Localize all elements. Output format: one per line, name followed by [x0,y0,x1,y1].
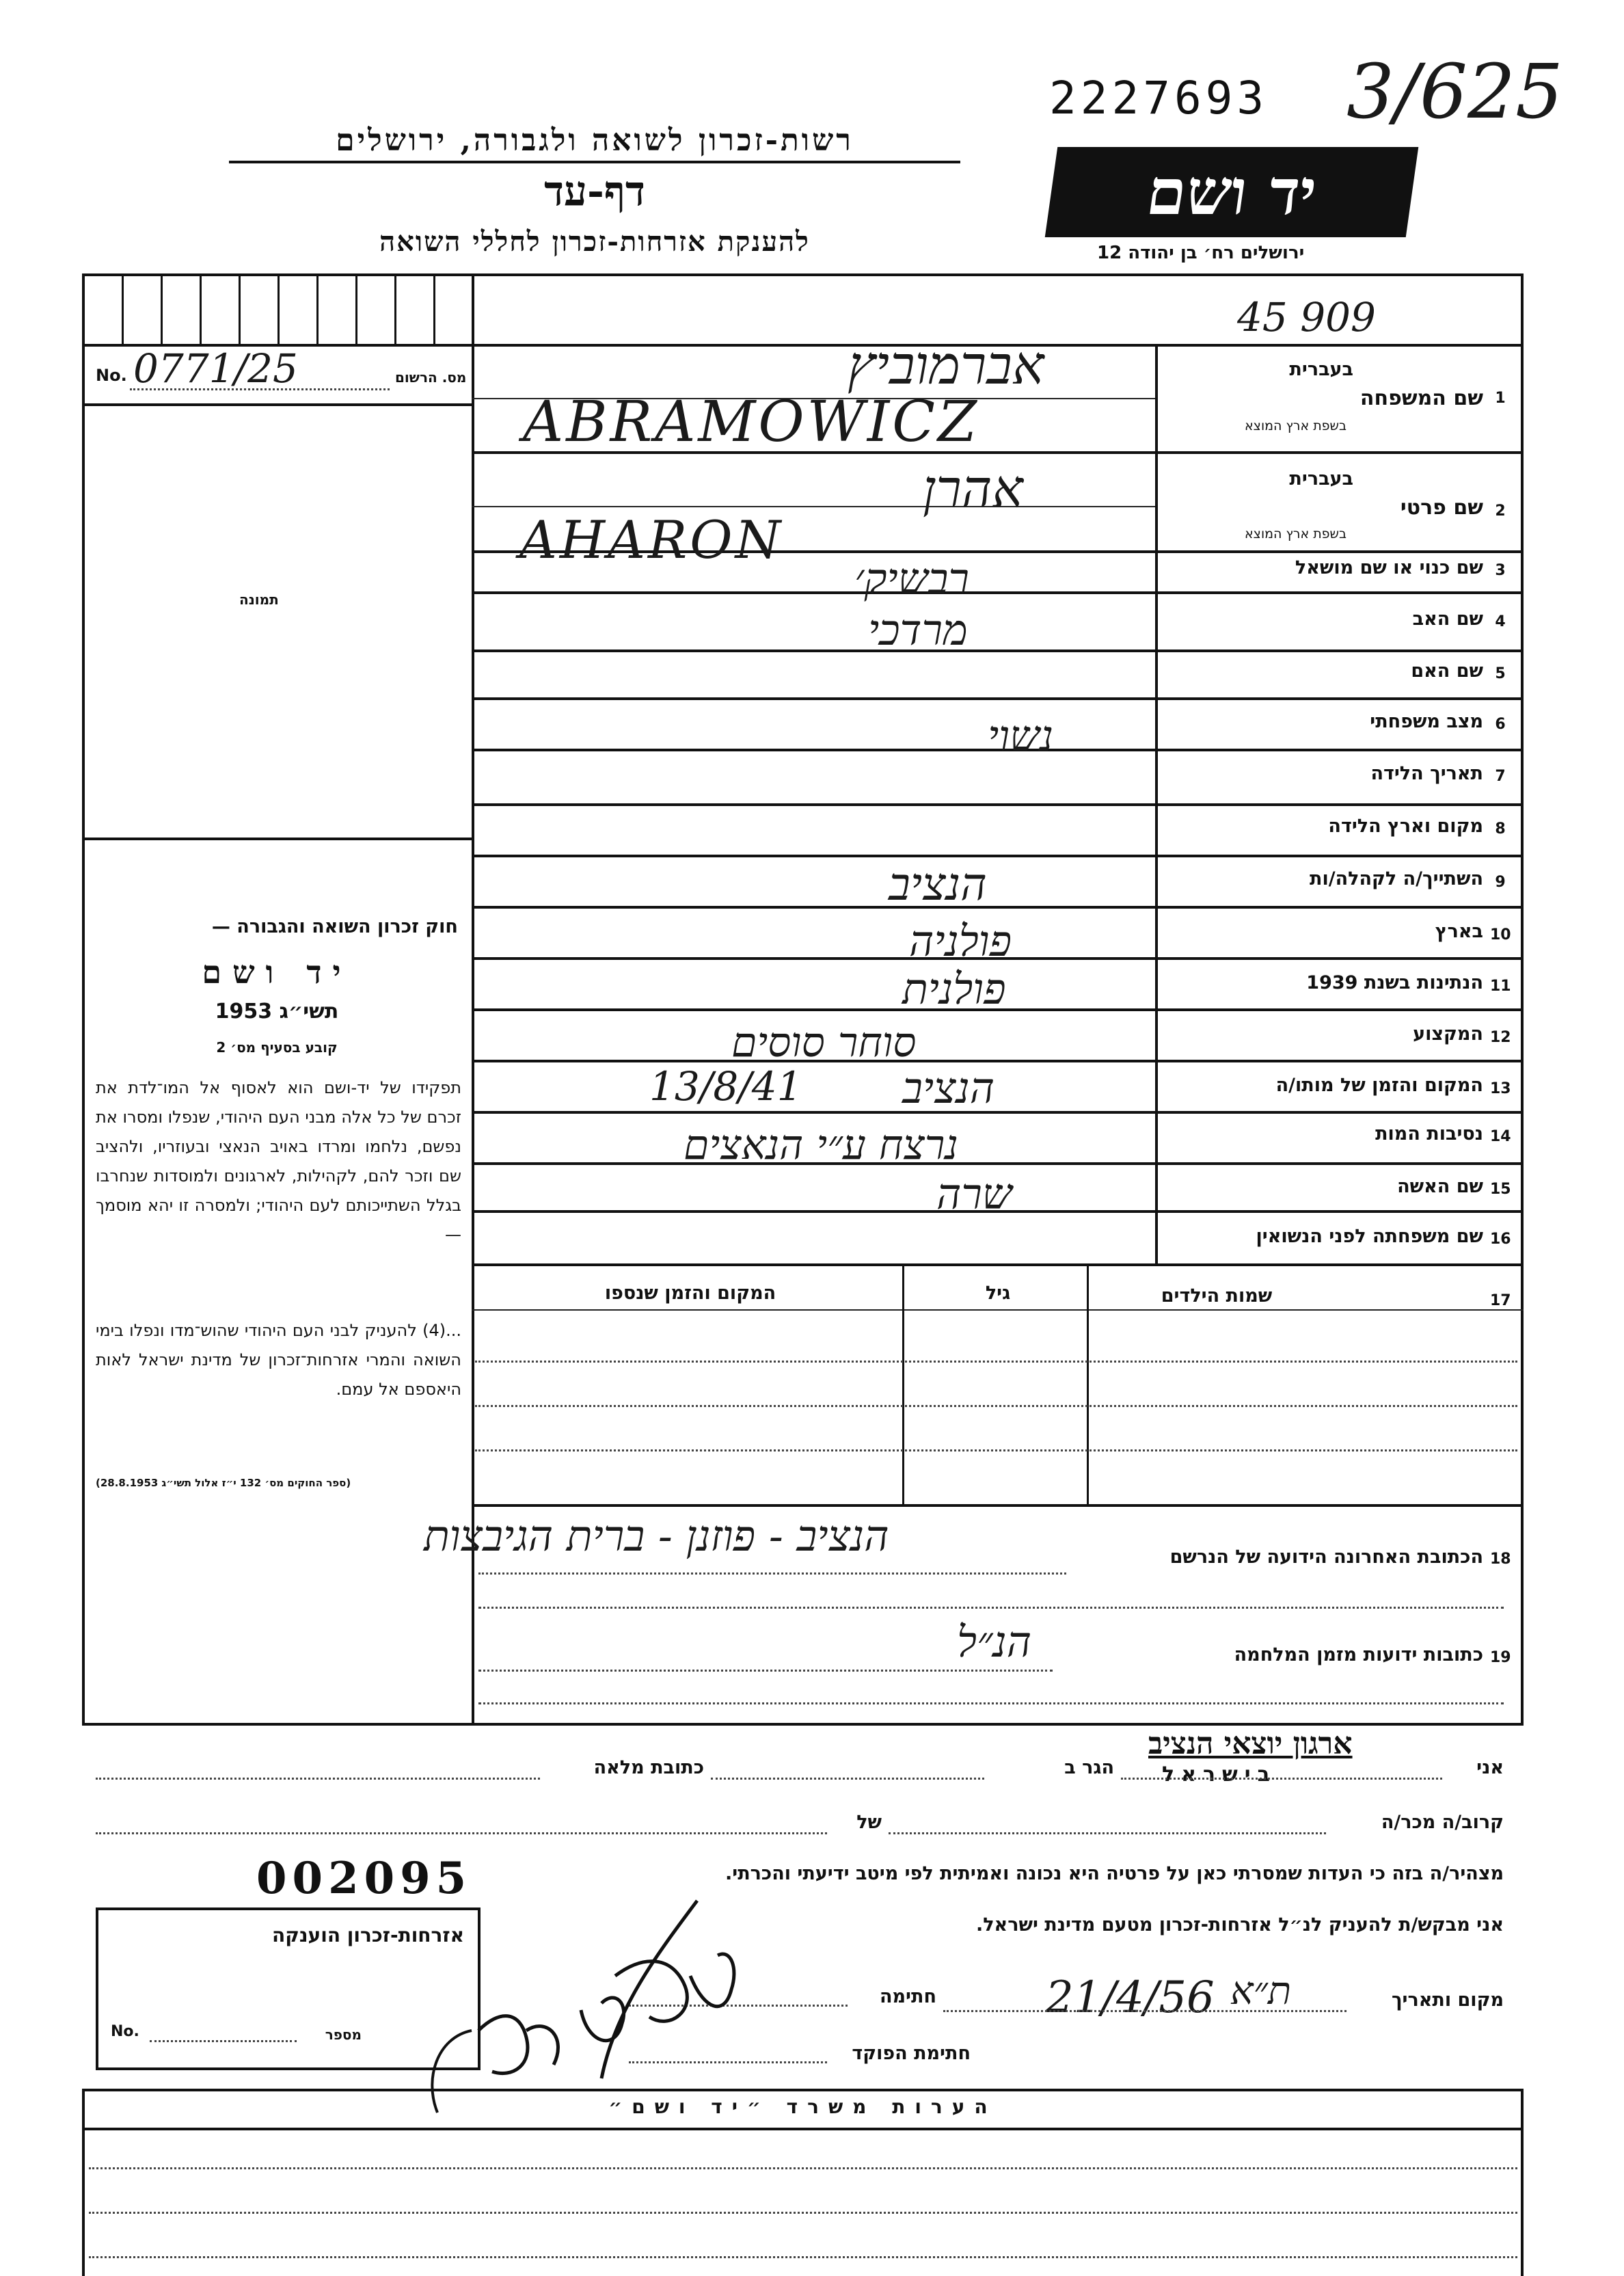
field-9-value: הנציב [889,858,987,911]
law-clause: קובע בסעיף מס׳ 2 [216,1039,338,1056]
header-row-divider [82,344,1524,347]
field-19-label: כתובות ידועות מזמן המלחמה [1234,1644,1483,1665]
office-notes-right [1521,2089,1524,2276]
children-header-line [472,1309,1524,1311]
field-2-value-origin: AHARON [519,509,784,570]
registration-no-label: No. [96,366,127,385]
field-11-number: 11 [1490,978,1511,995]
field-13-value: הנציב [902,1063,995,1113]
children-row-2 [475,1405,1517,1407]
decl-statement-1: מצהיר/ה בזה כי העדות שמסרתי כאן על פרטיה היא נכונה ואמיתית לפי מיטב ידיעתי והכרתי. [725,1863,1504,1884]
decl-place-dots [943,2010,1346,2012]
field-13-divider [472,1111,1524,1114]
field-19-dots-2 [478,1702,1504,1704]
children-col-age: גיל [985,1283,1011,1304]
decl-official-label: חתימת הפוקד [852,2043,971,2064]
field-14-number: 14 [1490,1128,1511,1145]
field-9-divider [472,906,1524,909]
decl-in-israel: בישראל [1162,1763,1277,1786]
decl-relative-dots [889,1832,1326,1834]
field-2-label: שם פרטי [1400,496,1483,520]
children-col-names: שמות הילדים [1161,1285,1273,1307]
top-box-handwritten: 45 909 [1237,294,1376,340]
field-8-label: מקום וארץ הלידה [1328,816,1483,837]
field-3-divider [472,591,1524,594]
field-10-label: בארץ [1435,921,1483,942]
field-13-number: 13 [1490,1080,1511,1097]
office-notes-header-line [82,2128,1524,2130]
field-4-divider [472,650,1524,652]
registration-bottom-line [82,403,474,406]
children-row-3 [475,1449,1517,1451]
field-13-date: 13/8/41 [649,1063,802,1110]
field-13-label: המקום והזמן של מותו/ה [1275,1075,1483,1096]
field-1-number: 1 [1495,390,1506,407]
registration-reg-label: מס. הרשום [395,369,467,386]
archive-handwritten-ref: 3/625 [1346,48,1564,135]
field-2-number: 2 [1495,503,1506,520]
field-1-value-hebrew: אברמוביץ [848,335,1044,397]
field-14-divider [472,1162,1524,1165]
citizenship-box-number-label: מספר [325,2026,362,2043]
field-12-divider [472,1060,1524,1062]
decl-place-date-label: מקום ותאריך [1391,1990,1504,2011]
field-5-label: שם האם [1411,660,1483,682]
field-7-number: 7 [1495,768,1506,785]
field-8-divider [472,855,1524,857]
field-12-number: 12 [1490,1029,1511,1046]
field-10-number: 10 [1490,926,1511,943]
children-row-1 [475,1361,1517,1363]
field-15-label: שם האשה [1397,1176,1483,1197]
photo-label: תמונה [239,591,279,608]
field-1-lang-origin: בשפת ארץ המוצא [1244,418,1346,433]
decl-org-stamp: ארגון יוצאי הנציב [1148,1726,1353,1761]
field-11-value: פולנית [902,964,1006,1014]
decl-signature-label: חתימה [879,1986,936,2007]
field-16-label: שם משפחתה לפני הנשואין [1256,1226,1483,1247]
field-3-value: רבשיק׳ [854,554,969,604]
field-9-label: השתייך/ה לקהלה/ות [1310,868,1483,889]
citizenship-box-no-label: No. [111,2023,139,2040]
field-7-divider [472,803,1524,806]
field-2-inner-line [472,506,1155,507]
logo-address: ירושלים רח׳ בן יהודה 12 [1097,243,1305,263]
field-19-dots [478,1670,1053,1672]
law-body: תפקידו של יד-ושם הוא לאסוף אל המו־לדת את זכרם של כל אלה מבני העם היהודי, שנפלו ומסרו את נפשם, נלחמו ומרדו באויב הנאצי ובעוזריו, ולהציב שם וזכר להם, לקהילות, לארגונים ולמוסדות שנחרבו בגלל השתייכותם לעם היהודי; ולמסרה זו יהא מוסמך — [96,1078,461,1244]
field-18-number: 18 [1490,1551,1511,1568]
field-1-value-origin: ABRAMOWICZ [523,390,980,455]
decl-of: של [856,1812,882,1833]
form-title: דף-עד [544,168,645,215]
field-14-value: נרצח ע״י הנאצים [684,1121,958,1169]
law-reference: (ספר החוקים מס׳ 132 י״ז אלול תשי״ג 28.8.1953) [96,1477,351,1489]
children-age-divider-left [902,1263,904,1506]
law-name: יד ושם [202,954,352,991]
frame-bottom-border [82,1723,1524,1726]
decl-date-value: 21/4/56 [1046,1972,1215,2023]
office-notes-line-2 [89,2212,1517,2214]
logo-text: יד ושם [1142,155,1321,229]
field-15-number: 15 [1490,1181,1511,1198]
decl-full-address: כתובת מלאה [593,1757,704,1778]
registration-number: 0771/25 [133,345,298,392]
decl-relative: קרוב/ה מכר/ה [1381,1812,1504,1833]
field-5-divider [472,697,1524,700]
decl-address-dots [96,1778,540,1780]
field-10-value: פולניה [909,916,1012,966]
authority-name: רשות-זכרון לשואה ולגבורה, ירושלים [229,123,960,163]
field-8-number: 8 [1495,820,1506,838]
field-19-number: 19 [1490,1649,1511,1666]
field-12-value: סוחר סוסים [731,1019,917,1067]
registration-dots [130,388,390,390]
field-18-value: הנציב - פוזנן - ברית הגיבצות [424,1511,889,1561]
decl-statement-2: אני מבקש/ת להעניק לנ״ל אזרחות-זכרון מטעם מדינת ישראל. [975,1914,1504,1936]
field-6-value: נשוי [988,711,1054,761]
field-11-label: הנתינות בשנת 1939 [1306,972,1483,993]
decl-name-dots [1121,1778,1442,1780]
field-17-number: 17 [1490,1292,1511,1309]
field-16-number: 16 [1490,1231,1511,1248]
field-6-label: מצב משפחתי [1370,711,1483,732]
field-3-label: שם כנוי או שם מושאל [1295,557,1483,578]
field-1-lang-hebrew: בעברית [1289,359,1353,380]
decl-place-value: ת״א [1230,1969,1292,2013]
field-12-label: המקצוע [1413,1023,1483,1045]
field-18-label: הכתובת האחרונה הידועה של הנרשם [1169,1547,1483,1568]
office-notes-left [82,2089,85,2276]
field-7-label: תאריך הלידה [1370,763,1483,784]
decl-lives-in: הגר ב [1064,1757,1114,1778]
field-19-value: הנ״ל [957,1617,1032,1667]
children-bottom-line [472,1504,1524,1507]
office-notes-top [82,2089,1524,2091]
ref-tick-boxes [85,276,474,344]
children-col-place: המקום והזמן שנספו [604,1283,776,1304]
field-18-dots [478,1572,1066,1575]
field-2-lang-hebrew: בעברית [1289,468,1353,490]
field-6-number: 6 [1495,716,1506,733]
office-notes-line-1 [89,2167,1517,2169]
field-4-value: מרדכי [868,605,968,655]
field-2-value-hebrew: אהרן [923,458,1023,519]
children-age-divider-right [1087,1263,1089,1506]
law-title: חוק זכרון השואה והגבורה — [211,916,458,937]
archive-number: 2227693 [1049,72,1269,124]
field-5-number: 5 [1495,665,1506,682]
citizenship-box-title: אזרחות-זכרון הוענקה [272,1924,464,1946]
form-subtitle: להענקת אזרחות-זכרון לחללי השואה [379,226,810,258]
decl-ani: אני [1476,1757,1504,1778]
law-clause-4: ...(4) להעניק לבני העם היהודי שהוש־מדו ונפלו בימי השואה והמרי אזרחות־זכרון של מדינת ישראל לאות היאספם אל עמם. [96,1321,461,1399]
field-1-label: שם המשפחה [1359,386,1483,410]
frame-left-border [82,273,85,1723]
office-notes-line-3 [89,2256,1517,2258]
photo-bottom-line [82,838,474,840]
yad-vashem-logo [1045,147,1419,237]
field-16-divider [472,1263,1524,1266]
decl-of-dots [96,1832,827,1834]
serial-number: 002095 [256,1853,472,1904]
field-18-dots-2 [478,1607,1504,1609]
field-14-label: נסיבות המות [1375,1123,1483,1144]
field-3-number: 3 [1495,562,1506,579]
office-notes-title: הערות משרד ״יד ושם״ [608,2096,997,2118]
field-9-number: 9 [1495,874,1506,891]
field-2-lang-origin: בשפת ארץ המוצא [1244,526,1346,541]
law-year: תשי״ג 1953 [215,1000,339,1023]
decl-lives-dots [711,1778,984,1780]
field-4-number: 4 [1495,613,1506,630]
field-15-value: שרה [936,1169,1012,1219]
field-4-label: שם האב [1412,608,1483,630]
